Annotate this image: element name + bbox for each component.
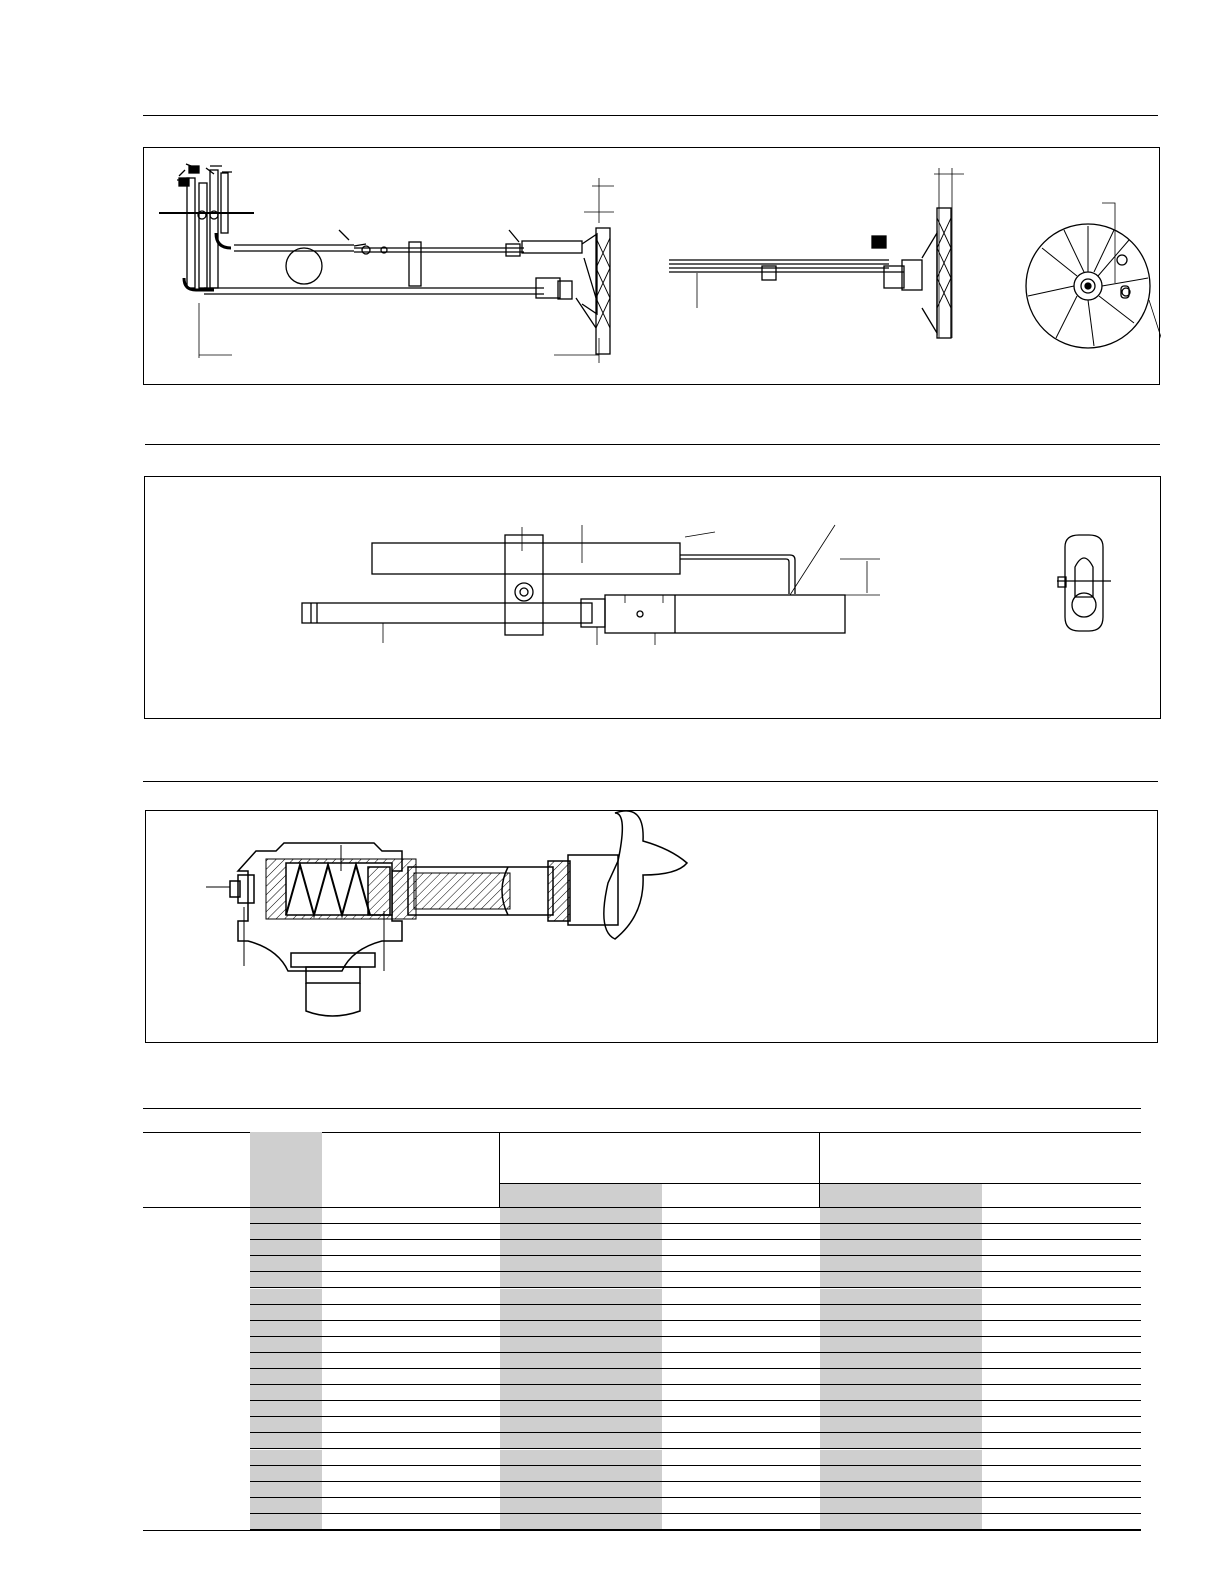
table-cell (982, 1337, 1141, 1353)
table-cell (322, 1256, 500, 1272)
table-cell (322, 1450, 500, 1466)
table-cell (662, 1289, 820, 1305)
table-cell (662, 1224, 820, 1240)
table-cell (500, 1482, 662, 1498)
table-row (143, 1369, 1141, 1385)
table-cell (982, 1514, 1141, 1530)
table-cell (143, 1401, 250, 1417)
table-cell (982, 1208, 1141, 1224)
table-row (143, 1450, 1141, 1466)
table-cell (662, 1417, 820, 1433)
table-row (143, 1337, 1141, 1353)
horizontal-lance (204, 230, 572, 299)
table-cell (982, 1417, 1141, 1433)
table-cell (982, 1466, 1141, 1482)
table-cell (662, 1401, 820, 1417)
table-cell (250, 1385, 322, 1401)
table-cell (250, 1498, 322, 1514)
table-cell (982, 1385, 1141, 1401)
table-cell (662, 1337, 820, 1353)
table-cell (982, 1498, 1141, 1514)
table-cell (322, 1385, 500, 1401)
table-cell (250, 1433, 322, 1449)
table-cell (500, 1353, 662, 1369)
header-subcell-left-a (500, 1184, 662, 1207)
table-cell (820, 1256, 982, 1272)
table-cell (322, 1272, 500, 1288)
table-cell (250, 1272, 322, 1288)
strainer-body (206, 843, 416, 971)
table-cell (250, 1514, 322, 1530)
table-row (143, 1514, 1141, 1530)
table-cell (322, 1289, 500, 1305)
table-cell (820, 1466, 982, 1482)
table-cell (250, 1305, 322, 1321)
header-group-right (820, 1132, 1141, 1184)
table-cell (322, 1240, 500, 1256)
table-cell (143, 1514, 250, 1530)
table-row (143, 1224, 1141, 1240)
table-row (143, 1272, 1141, 1288)
swirler-disc-front-view (1026, 203, 1161, 362)
table-cell (662, 1450, 820, 1466)
burner-assembly-drawing (144, 148, 1161, 386)
table-cell (982, 1305, 1141, 1321)
table-cell (820, 1337, 982, 1353)
table-cell (250, 1256, 322, 1272)
table-cell (662, 1353, 820, 1369)
table-cell (500, 1256, 662, 1272)
table-row (143, 1289, 1141, 1305)
table-cell (250, 1337, 322, 1353)
table-row (143, 1305, 1141, 1321)
table-cell (250, 1224, 322, 1240)
table-cell (500, 1450, 662, 1466)
table-row (143, 1385, 1141, 1401)
table-cell (820, 1450, 982, 1466)
table-cell (662, 1385, 820, 1401)
table-cell (143, 1385, 250, 1401)
table-cell (982, 1240, 1141, 1256)
table-bottom-rule (143, 1530, 1141, 1531)
table-cell (250, 1466, 322, 1482)
table-cell (662, 1433, 820, 1449)
table-cell (820, 1498, 982, 1514)
table-cell (982, 1224, 1141, 1240)
table-cell (500, 1401, 662, 1417)
table-cell (143, 1353, 250, 1369)
table-row (143, 1256, 1141, 1272)
table-cell (982, 1369, 1141, 1385)
table-cell (820, 1208, 982, 1224)
table-cell (500, 1224, 662, 1240)
table-cell (250, 1208, 322, 1224)
table-cell (982, 1256, 1141, 1272)
table-cell (982, 1401, 1141, 1417)
table-row (143, 1482, 1141, 1498)
table-cell (322, 1433, 500, 1449)
table-cell (500, 1417, 662, 1433)
electrode-rod-lower (302, 559, 880, 645)
table-cell (500, 1272, 662, 1288)
table-cell (500, 1514, 662, 1530)
table-cell (820, 1369, 982, 1385)
table-cell (322, 1417, 500, 1433)
section-rule-lower (143, 781, 1158, 782)
table-cell (322, 1482, 500, 1498)
table-cell (322, 1369, 500, 1385)
table-cell (500, 1240, 662, 1256)
burner-head-side (522, 178, 614, 363)
table-body (143, 1208, 1141, 1530)
table-cell (820, 1385, 982, 1401)
table-cell (662, 1272, 820, 1288)
strainer-outlet (291, 953, 375, 1016)
clamp-bracket (505, 525, 582, 635)
table-cell (143, 1337, 250, 1353)
table-cell (982, 1289, 1141, 1305)
table-cell (143, 1256, 250, 1272)
header-group-left (500, 1132, 820, 1184)
table-cell (662, 1305, 820, 1321)
table-cell (250, 1482, 322, 1498)
table-cell (820, 1240, 982, 1256)
electrode-rod-upper (372, 525, 835, 595)
table-cell (322, 1514, 500, 1530)
table-cell (662, 1369, 820, 1385)
table-cell (982, 1433, 1141, 1449)
table-cell (500, 1466, 662, 1482)
table-cell (143, 1305, 250, 1321)
table-cell (982, 1353, 1141, 1369)
table-cell (500, 1337, 662, 1353)
table-cell (662, 1240, 820, 1256)
table-cell (662, 1498, 820, 1514)
table-cell (820, 1289, 982, 1305)
table-cell (250, 1369, 322, 1385)
clamp-end-view (1057, 535, 1111, 631)
table-cell (250, 1417, 322, 1433)
table-cell (143, 1321, 250, 1337)
table-cell (500, 1433, 662, 1449)
table-cell (662, 1256, 820, 1272)
header-subcell-right-a (820, 1184, 982, 1207)
header-cell-description (322, 1132, 500, 1207)
vertical-supply-pipes (159, 164, 254, 358)
table-cell (143, 1240, 250, 1256)
table-row (143, 1401, 1141, 1417)
table-cell (500, 1208, 662, 1224)
table-cell (982, 1482, 1141, 1498)
table-cell (322, 1353, 500, 1369)
table-cell (250, 1353, 322, 1369)
table-cell (322, 1466, 500, 1482)
figure-panel-burner-assembly (143, 147, 1160, 385)
table-cell (143, 1224, 250, 1240)
section-rule-top (143, 115, 1158, 116)
header-cell-designation (143, 1132, 250, 1207)
table-cell (250, 1289, 322, 1305)
table-cell (143, 1272, 250, 1288)
table-cell (662, 1482, 820, 1498)
table-cell (322, 1498, 500, 1514)
table-cell (143, 1369, 250, 1385)
table-cell (322, 1305, 500, 1321)
table-row (143, 1353, 1141, 1369)
table-row (143, 1433, 1141, 1449)
table-cell (250, 1401, 322, 1417)
table-cell (820, 1224, 982, 1240)
table-cell (322, 1208, 500, 1224)
table-row (143, 1321, 1141, 1337)
header-cell-shaded (250, 1132, 322, 1207)
table-cell (143, 1482, 250, 1498)
table-cell (250, 1240, 322, 1256)
strainer-section-drawing (146, 811, 1159, 1044)
table-row (143, 1498, 1141, 1514)
table-cell (143, 1289, 250, 1305)
table-cell (500, 1321, 662, 1337)
table-cell (143, 1450, 250, 1466)
table-row (143, 1417, 1141, 1433)
table-cell (250, 1450, 322, 1466)
table-row (143, 1208, 1141, 1224)
figure-panel-strainer-section (145, 810, 1158, 1043)
table-cell (322, 1224, 500, 1240)
table-cell (143, 1433, 250, 1449)
table-cell (982, 1450, 1141, 1466)
section-rule-middle (145, 444, 1160, 445)
table-cell (500, 1385, 662, 1401)
table-cell (820, 1272, 982, 1288)
burner-side-view-middle (669, 168, 964, 338)
table-row (143, 1466, 1141, 1482)
table-cell (820, 1514, 982, 1530)
table-cell (500, 1289, 662, 1305)
table-cell (662, 1208, 820, 1224)
table-cell (820, 1417, 982, 1433)
table-cell (662, 1321, 820, 1337)
table-top-rule (143, 1108, 1141, 1109)
table-cell (820, 1321, 982, 1337)
table-row (143, 1240, 1141, 1256)
table-cell (982, 1272, 1141, 1288)
table-cell (500, 1369, 662, 1385)
table-cell (500, 1305, 662, 1321)
table-cell (322, 1321, 500, 1337)
table-cell (143, 1417, 250, 1433)
table-cell (982, 1321, 1141, 1337)
table-cell (500, 1498, 662, 1514)
table-cell (322, 1337, 500, 1353)
table-cell (143, 1208, 250, 1224)
strainer-handle (408, 811, 687, 939)
header-subcell-right-b (982, 1184, 1141, 1207)
electrode-assembly-drawing (145, 477, 1162, 720)
table-cell (820, 1433, 982, 1449)
table-cell (250, 1321, 322, 1337)
header-subcell-left-b (662, 1184, 820, 1207)
table-cell (322, 1401, 500, 1417)
table-cell (143, 1466, 250, 1482)
table-cell (820, 1353, 982, 1369)
table-cell (662, 1514, 820, 1530)
table-cell (820, 1401, 982, 1417)
table-cell (820, 1305, 982, 1321)
table-cell (662, 1466, 820, 1482)
figure-panel-electrode-assembly (144, 476, 1161, 719)
table-cell (143, 1498, 250, 1514)
table-cell (820, 1482, 982, 1498)
